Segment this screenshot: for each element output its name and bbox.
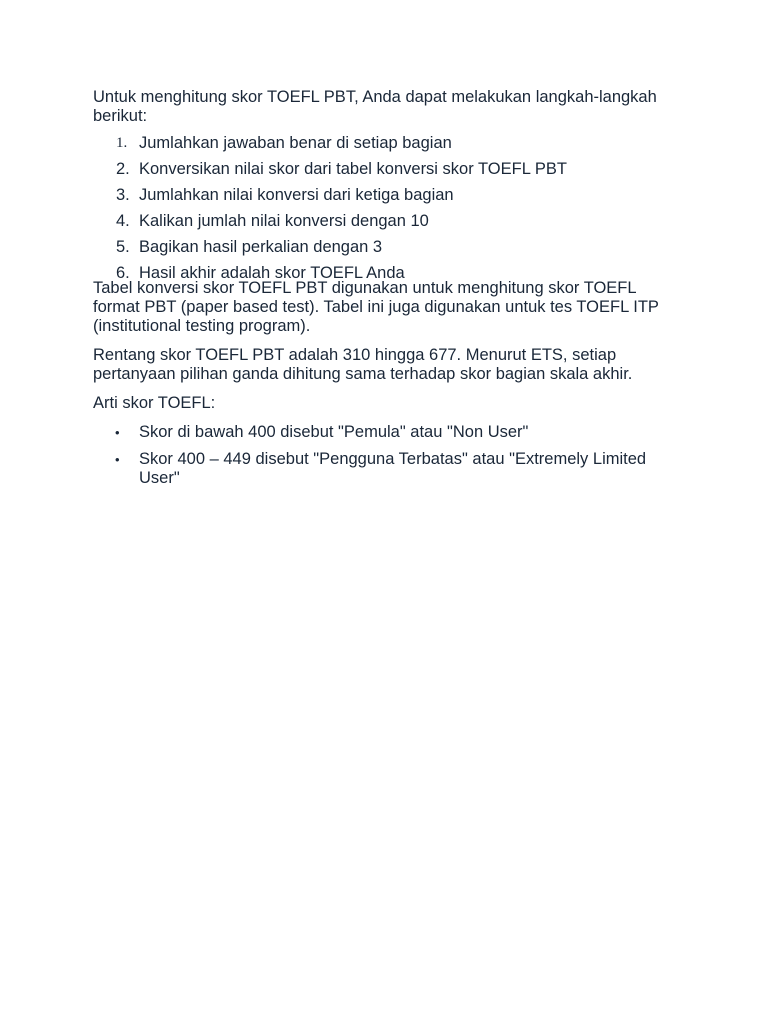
list-number: 6. — [116, 264, 130, 282]
list-number: 4. — [116, 212, 130, 230]
bullet-icon: • — [115, 425, 120, 440]
list-item-text: Jumlahkan nilai konversi dari ketiga bagian — [139, 186, 454, 204]
list-item — [93, 264, 683, 283]
list-item — [93, 450, 683, 488]
document-page — [93, 88, 683, 496]
table-paragraph: Tabel konversi skor TOEFL PBT digunakan untuk menghitung skor TOEFL format PBT (paper based test). Tabel ini juga digunakan untuk tes TOEFL ITP (institutional testing program). — [93, 279, 659, 335]
meaning-heading: Arti skor TOEFL: — [93, 394, 216, 412]
meanings-list — [93, 423, 683, 488]
intro-paragraph: Untuk menghitung skor TOEFL PBT, Anda dapat melakukan langkah-langkah berikut: — [93, 88, 657, 125]
list-item — [93, 160, 683, 179]
list-number: 3. — [116, 186, 130, 204]
list-item-text: Bagikan hasil perkalian dengan 3 — [139, 238, 383, 256]
list-number: 1. — [116, 135, 128, 151]
list-item-text: Skor di bawah 400 disebut "Pemula" atau "Non User" — [139, 423, 529, 441]
list-item — [93, 134, 683, 153]
list-number: 2. — [116, 160, 130, 178]
bullet-icon: • — [115, 452, 120, 467]
list-item — [93, 186, 683, 205]
list-item-text: Hasil akhir adalah skor TOEFL Anda — [139, 264, 405, 282]
list-item — [93, 212, 683, 231]
list-item-text: Skor 400 – 449 disebut "Pengguna Terbatas" atau "Extremely Limited User" — [139, 450, 647, 487]
list-item-text: Konversikan nilai skor dari tabel konversi skor TOEFL PBT — [139, 160, 567, 178]
list-item — [93, 238, 683, 257]
list-item-text: Kalikan jumlah nilai konversi dengan 10 — [139, 212, 429, 230]
list-item-text: Jumlahkan jawaban benar di setiap bagian — [139, 134, 452, 152]
list-item — [93, 423, 683, 442]
list-number: 5. — [116, 238, 130, 256]
range-paragraph: Rentang skor TOEFL PBT adalah 310 hingga 677. Menurut ETS, setiap pertanyaan pilihan ganda dihitung sama terhadap skor bagian skala akhir. — [93, 346, 633, 383]
steps-list — [93, 134, 683, 283]
